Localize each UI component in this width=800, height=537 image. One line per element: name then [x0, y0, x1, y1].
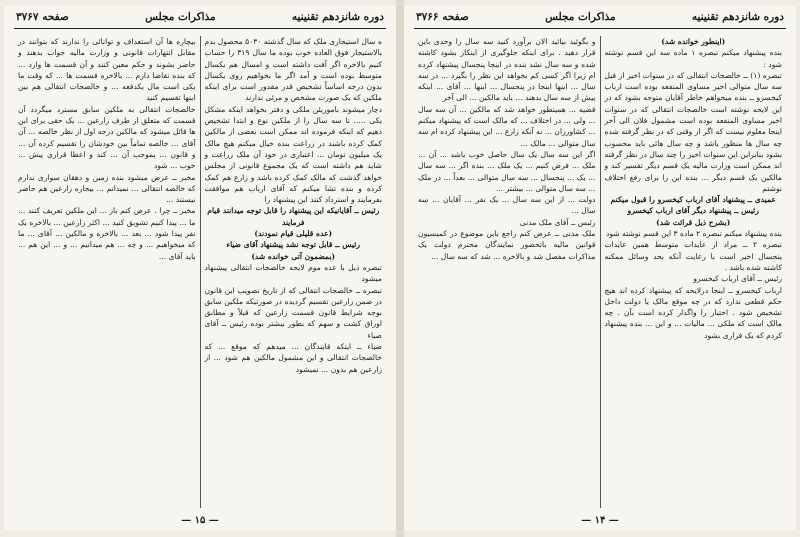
right-page-header [414, 6, 786, 29]
left-page [4, 6, 396, 530]
paragraph: ضیاء ــ اینکه قایند‌گان ... میدهم که موقع ... که خالصجات انتقالی و این مشمول مالکین هم شود ... از زارعین هم بدون ... نمیشود [204, 342, 382, 374]
left-header-volume: دوره شانزدهم تقنینیه [291, 11, 384, 23]
left-header-title: مذاکرات مجلس [145, 11, 216, 23]
left-header-page-number: صفحه ۳۷۶۷ [16, 11, 69, 23]
left-page-columns [14, 36, 386, 508]
speaker-line: رئیس ــ آقای ملک مدنی [519, 217, 596, 227]
right-page [404, 6, 796, 530]
right-header-title: مذاکرات مجلس [545, 11, 616, 23]
speaker-line: رئیس ــ قابل توجه نشد پیشنهاد آقای ضیاء [226, 240, 360, 250]
paragraph: دچار میشوند باموریئن ملکی و دفتر بخواهد اینکه مشکل یکی ..... تا سه سال را از ملکین نوع و ابتدا تشخیص دهیم که اینکه فرموده اند ممکن است بعضی از مالکین کمک کرده باشند در زراعت بنده خیال میکنم هیچ مالک یک میلیون تومان ... اعتباری در خود آن ملک زراعت و شاید هم داشته است که یک مجموع قانونی از مجلس خواهد گذشت که مالک کمک کرده باشد و زارع هم کمک کرده و بنده تشا میکنم که آقای ارباب هم موافقت بفرمایند و استرداد کنند این پیشنهاد را [204, 104, 382, 205]
paragraph: تبصره ۲ ــ مراد از عایدات متوسط همین عایدات پنجسال اخیر است با رعایت آنکه بحد وسائل ممکنه کاشته شده باشد . [604, 240, 782, 272]
book-gutter [396, 0, 404, 537]
speaker-line: رئیس ــ پیشنهاد دیگر آقای ارباب کیخسرو [627, 206, 759, 216]
right-page-right-column [601, 36, 787, 508]
paragraph: مخبر ــ عرض میشود بنده زمین و دهقان سواری ندارم که خالصه انتقالی ... نمیدانم ... بیجاره زارعین هم حاضر نیستند ... [18, 172, 196, 205]
right-page-folio: — ۱۴ — [581, 515, 619, 526]
paragraph: خالصجات انتقالی به ملکین سابق مسترد میگردد آن قسمت که متعلق از طرف زارعین ... یک حقی برای این ها قائل میشود که مالکین درجه اول از نظر خالصه ... آن آقای ... خالصه تماماً بین خودشان را تقسیم کرده آن ... و قانون ... بموجب آن ... کند و اعطا قراری پیش ... خوب ... شود [18, 104, 196, 171]
right-header-volume: دوره شانزدهم تقنینیه [691, 11, 784, 23]
paragraph: تبصره ــ خالصجات انتقالی که از تاریخ تصویب این قانون در ضمن زارعین تقسیم گردیده در صورتیکه ملکین سابق بوجه شرایط قانون قسمت زارعین که قبلاً و مطابق اوراق کشت و سهم که بطور بیشتر بوده رئیس ــ آقای ضیاء [204, 285, 382, 340]
paragraph: تبصره ذیل با عده موم لایحه خالصجات انتقالی پیشنهاد میشود [204, 262, 382, 284]
paragraph: ملک مدنی ــ عرض کنم راجع باین موضوع در کمیسیون قوانین مالیه باتحضور نمایندگان محترم دولت یک مذاکرات مفصل شد و بالاخره ... شد که سه سال ... [418, 229, 596, 261]
right-page-columns [414, 36, 786, 508]
speaker-line: رئیس ــ آقایانیکه این پیشنهاد را قابل توجه میدانند قیام فرمایند [207, 206, 380, 227]
stage-note: (اینطور خوانده شد) [661, 37, 726, 46]
paragraph: ارباب کیخسرو ــ اینجا درلایحه که پیشنهاد کرده اند هیچ حکم قطعی ندارد که در چه موقع مالک یا دولت داخل تشخیص شود . اختیار را واگذار کرده است بآن . چه مالک است که ملکی ... مالیات ... و این ... بنده پیشنهاد کردم که یک قراری بشود [604, 285, 782, 340]
left-page-right-column [201, 36, 387, 508]
speaker-line: رئیس ــ آقای ارباب کیخسرو [693, 274, 782, 284]
paragraph: دولت ... از این سه سال ... یک نفر ... آقایان ... سه سال ... [418, 195, 596, 216]
left-page-left-column [14, 36, 201, 508]
paragraph: ه سال استیجاری ملک که سال گذشته ۵۰۳۰ محصول بدم بالاستیجار فوق العاده خوب بوده ما سال ۳۱۹ را حساب کنیم بالاخره اگر آفت داشته است و امسال هم یکسال متوسط بوده است و آمد اگر ما بخواهیم روی یکسال بدون درجه اساساً تشخیص قدر مقدور است برای اینکه ملکین که یک صورت مشخص و مرئی ندارند [204, 37, 382, 103]
paragraph: و بگوئید بیائید الان برآورد کنید سه سال را وحدی باین قرار دهید . برای اینکه جلوگیری از اینکار بشود کاشته شده و سه سال نشد بنده در اینجا پنجسال پیشنهاد کرده ام زیرا اگر کسی کم بخواهد این نظر را بگیرد ... در سه سال ... اینها اینجا در پنجسال ... اینها ... آقای ... اینکه پیش از سه سال بدهند ... باید مالکین ... الی آخر [418, 37, 596, 103]
left-page-folio: — ۱۵ — [181, 515, 219, 526]
speaker-line: عمیدی ــ پیشنهاد آقای ارباب کیخسرو را قبول میکنم [610, 195, 776, 205]
stage-note: (عده قلیلی قیام نمودند) [254, 229, 333, 239]
left-page-header [14, 6, 386, 29]
paragraph: تبصره (۱) ــ خالصجات انتقالی که در سنوات اخیر از قبل سه سال متوالی اخیر مساوی المنفعه بوده است ارباب کیخسرو ــ بنده میخواهم خاطر آقایان متوجه بشود که در این لایحه نوشته است خالصجات انتقالی که در سنوات اخیر مساوی المنفعه بوده است مشمول فلان الی آخر اینجا معلوم نیست که اگر از وقتی که در نظر گرفته شده چه سال ها منظور باشد و چه سال هائی باید محسوب بشود بنابراین این سنوات اخیر را چند سال در نظر گرفته اند ممکن است وزارت مالیه یک قسم دیگر تفسیر کند و مالکین یک قسم دیگر ... بنده این را برای رفع اختلاف نوشتم [604, 70, 782, 193]
paragraph: مخبر ــ چرا . عرض کنم باز ... این ملکین تعریف کنند ... ما ... پیدا کنیم تشویق کنید ... اکثر زارعین ... بالاخره یک نفر پیدا شود ... بعد ... بالاخره و مالکین ... آقای ... ما که میخواهیم ... و چه ... هم میدانیم ... و ... این هم ... باید آقای ... [18, 206, 196, 261]
paragraph: بیچاره ها آن استعداف و توانائی را ندارند که بتوانند در مقابل انتهارات قانونی و وزارت مالیه جواب بدهند و حاضر بشوند و حکم معین کنند و آن قسمت ها وارد ... که بنده تقاضا دارم ... بالاخره قسمت ها ... که وقت ما یکی است مال یکدفعه ... و خالصجات انتقالی هم بین اینها تقسیم کنید [18, 37, 196, 103]
right-page-left-column [414, 36, 601, 508]
paragraph: بنده پیشنهاد میکنم تبصره ۲ ماده ۳ این قسم نوشته شود [605, 229, 782, 239]
paragraph: اگر این سه سال یک سال حاصل خوب باشد ... آن ... ملک ... فرض کنیم ... یک ملک ... بنده اگر ... سه سال ... یک ... پنجسال ... سه سال متوالی ... بعداً ... در ملک ... سه سال متوالی ... بیشتر ... [418, 149, 596, 193]
paragraph: بنده پیشنهاد میکنم تبصره ۱ ماده سه این قسم نوشته شود : [604, 48, 783, 69]
stage-note: (بمضمون آتی خوانده شد) [251, 251, 336, 261]
right-header-page-number: صفحه ۳۷۶۶ [416, 11, 469, 23]
stage-note: (بشرح ذیل قرائت شد) [656, 217, 731, 227]
paragraph: قضیه ... همینطور خواهد شد که مالکین ... آن سه سال ... ولی ... در اختلاف ... که مالک است که پیشنهاد میکنم ... کشاورزان ... نه آنکه زارع ... این پیشنهاد کرده ام سه سال متوالی ... مالک ... [418, 104, 596, 148]
